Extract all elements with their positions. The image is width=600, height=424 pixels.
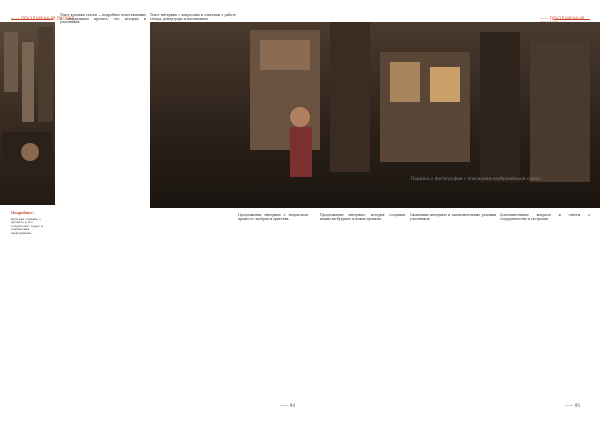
info-note xyxy=(11,212,51,236)
note-body: Краткая справка о проекте и его создателях. Адрес и контактная информация. xyxy=(11,216,44,235)
article-column-left: Текст колонки статьи — подробное повествование о театральном проекте, его истории и участниках. xyxy=(60,13,148,25)
photo-caption: Подпись к фотографии с описанием изображённой сцены. xyxy=(411,176,542,181)
section-label-right: —— ПРАЗДНИЧНЫЙ xyxy=(540,16,585,21)
page-number-left xyxy=(280,403,295,408)
article-column-5: Окончание интервью и заключительные реплики участников. xyxy=(410,213,498,221)
theatre-image-left xyxy=(0,22,55,205)
page-number-right xyxy=(565,403,580,408)
article-column-2: Текст интервью с вопросами и ответами о работе театра, репертуаре и постановках. xyxy=(150,13,238,21)
note-title: Подробнее! xyxy=(11,211,34,215)
folio-left-text: —— 94 xyxy=(280,403,296,408)
article-column-6: Дополнительные вопросы и ответы о сотрудничестве и гастролях. xyxy=(500,213,592,221)
section-label-left: —— ПРАЗДНИЧНЫЙ ПРОЕКТ xyxy=(11,16,75,21)
article-column-3: Продолжение интервью о творческом процессе, актёрах и зрителях. xyxy=(238,213,310,221)
folio-right-text: —— 95 xyxy=(565,403,581,408)
theatre-photo-left xyxy=(0,22,55,205)
article-column-4: Продолжение интервью: история создания, планы на будущее и новые проекты. xyxy=(320,213,408,221)
